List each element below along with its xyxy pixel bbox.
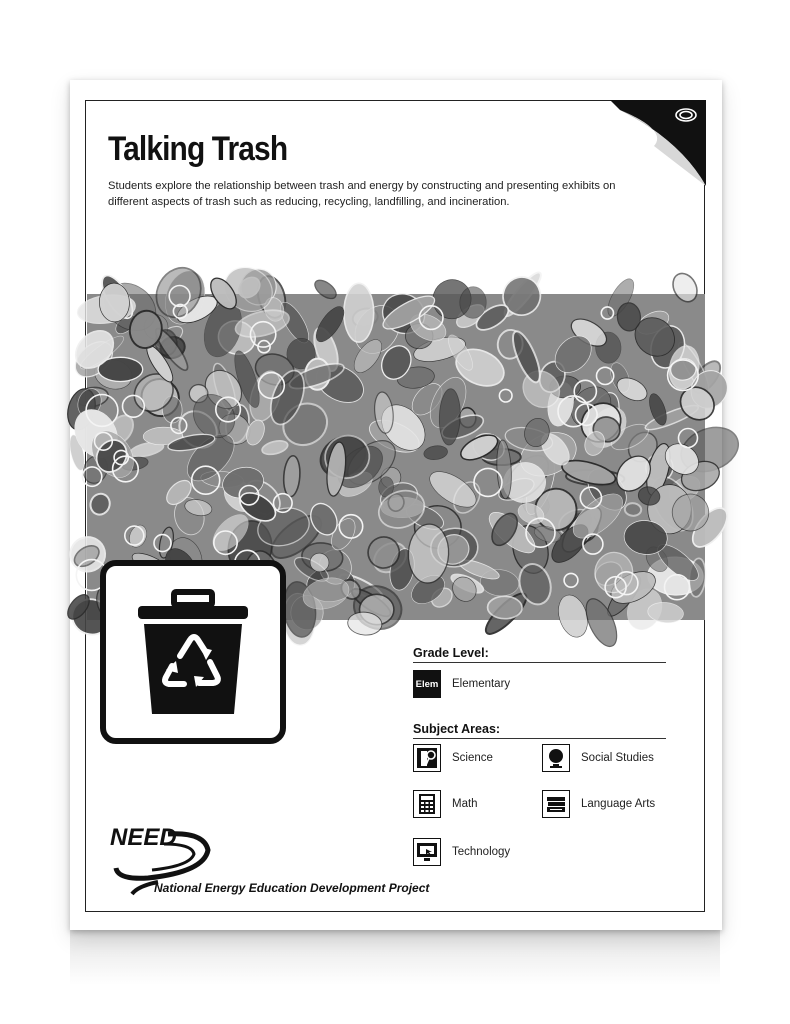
subject-label: Technology: [452, 846, 511, 858]
page-shadow: [70, 925, 720, 985]
need-logo: [108, 820, 430, 910]
page-title: Talking Trash: [108, 130, 288, 168]
subject-label: Science: [452, 752, 493, 764]
can-texture: [423, 444, 448, 461]
page-description: Students explore the relationship between trash and energy by constructing and presenting exhibits on different aspects of trash such as reducing, recycling, landfilling, and incineration.: [108, 180, 616, 208]
subject-item-language-arts: [542, 790, 655, 818]
science-icon: [413, 744, 441, 772]
subject-item-science: [413, 744, 493, 772]
calculator-icon: [413, 790, 441, 818]
books-icon: [542, 790, 570, 818]
subject-label: Social Studies: [581, 752, 654, 764]
elem-badge-icon: Elem: [413, 670, 441, 698]
can-texture: [616, 302, 641, 332]
computer-icon: [413, 838, 441, 866]
can-texture: [495, 440, 512, 499]
can-rim: [474, 468, 502, 496]
subject-label: Language Arts: [581, 798, 656, 810]
can-texture: [233, 305, 292, 341]
logo-word: NEED: [110, 824, 177, 851]
can-rim: [564, 573, 578, 587]
document-page: [70, 80, 722, 930]
can-texture: [487, 596, 522, 619]
subject-item-social-studies: [542, 744, 654, 772]
can-texture: [344, 283, 374, 342]
globe-icon: [542, 744, 570, 772]
can-texture: [88, 491, 113, 517]
grade-item-elementary: [413, 670, 510, 698]
grade-label: Elementary: [452, 678, 511, 690]
subject-item-technology: [413, 838, 510, 866]
org-name: National Energy Education Development Project: [154, 881, 430, 895]
can-texture: [282, 455, 301, 497]
subject-areas-heading: Subject Areas:: [413, 722, 666, 739]
can-texture: [624, 503, 641, 517]
recycle-bin-icon: [106, 566, 280, 738]
subject-item-math: [413, 790, 478, 818]
trash-recycle-tile: [100, 560, 286, 744]
can-texture: [261, 439, 289, 457]
subject-label: Math: [452, 798, 478, 810]
page-curl-corner: [610, 100, 706, 186]
can-rim: [499, 389, 512, 402]
grade-level-heading: Grade Level:: [413, 646, 666, 663]
can-texture: [407, 523, 450, 584]
